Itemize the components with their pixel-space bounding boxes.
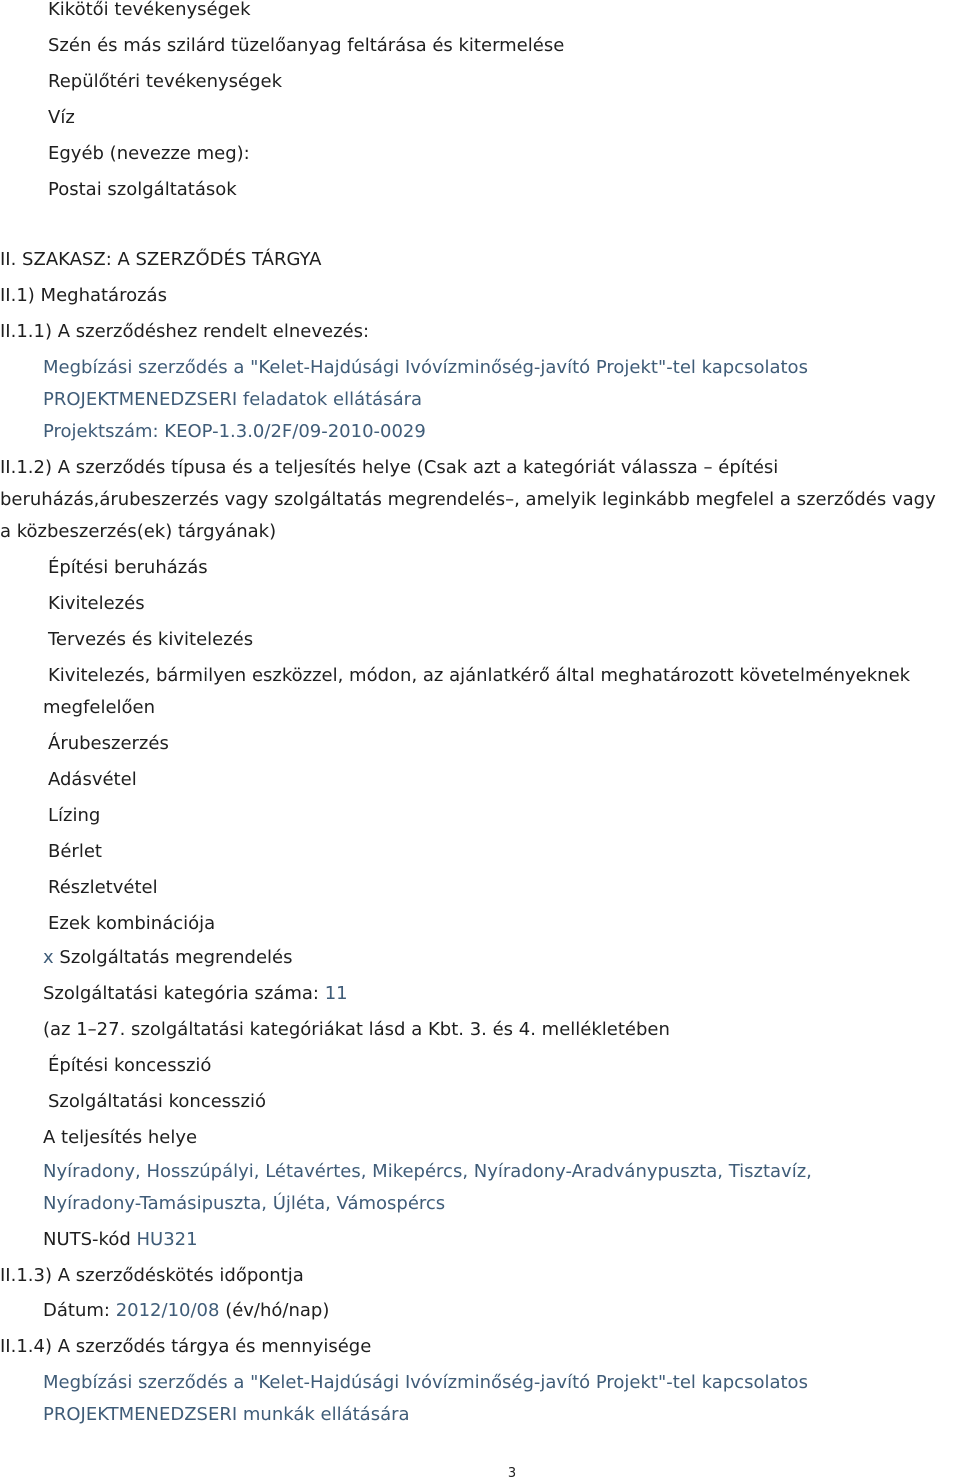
place-of-performance-line2: Nyíradony-Tamásipuszta, Újléta, Vámospércs [43,1193,446,1214]
contract-name-line2: PROJEKTMENEDZSERI feladatok ellátására [43,389,423,410]
contract-subject-line2: PROJEKTMENEDZSERI munkák ellátására [43,1404,410,1425]
service-category [43,982,348,1006]
option-service-concession: Szolgáltatási koncesszió [48,1091,267,1112]
contract-subject-heading: II.1.4) A szerződés tárgya és mennyisége [0,1336,372,1357]
option-rental: Bérlet [48,841,102,862]
nuts-code-label: NUTS-kód [43,1229,131,1250]
nuts-code-value: HU321 [136,1229,198,1250]
sector-item-other: Egyéb (nevezze meg): [48,143,250,164]
contract-date-format: (év/hó/nap) [225,1300,330,1321]
nuts-code [43,1228,198,1252]
option-purchase: Adásvétel [48,769,137,790]
contract-type-heading-line1: II.1.2) A szerződés típusa és a teljesítés helye (Csak azt a kategóriát válassza – építési [0,457,779,478]
services-selected-mark: x [43,947,54,968]
service-category-label: Szolgáltatási kategória száma: [43,983,319,1004]
option-execution: Kivitelezés [48,593,145,614]
sector-item-airport: Repülőtéri tevékenységek [48,71,283,92]
place-of-performance-line1: Nyíradony, Hosszúpályi, Létavértes, Mikepércs, Nyíradony-Aradványpuszta, Tisztavíz, [43,1161,812,1182]
project-number: Projektszám: KEOP-1.3.0/2F/09-2010-0029 [43,421,426,442]
option-execution-any-means-cont: megfelelően [43,697,156,718]
contract-subject-line1: Megbízási szerződés a "Kelet-Hajdúsági Ivóvízminőség-javító Projekt"-tel kapcsolatos [43,1372,808,1393]
service-category-value: 11 [324,983,348,1004]
option-leasing: Lízing [48,805,101,826]
service-category-note: (az 1–27. szolgáltatási kategóriákat lásd a Kbt. 3. és 4. mellékletében [43,1019,670,1040]
contract-type-heading-line3: a közbeszerzés(ek) tárgyának) [0,521,277,542]
option-works-concession: Építési koncesszió [48,1055,212,1076]
sector-item-port: Kikötői tevékenységek [48,0,251,20]
contract-type-heading-line2: beruházás,árubeszerzés vagy szolgáltatás megrendelés–, amelyik leginkább megfelel a szerződés vagy [0,489,936,510]
contract-date-label: Dátum: [43,1300,110,1321]
page-number: 3 [507,1466,517,1481]
option-design-execution: Tervezés és kivitelezés [48,629,254,650]
option-works: Építési beruházás [48,557,208,578]
section-title: II. SZAKASZ: A SZERZŐDÉS TÁRGYA [0,249,322,270]
option-services [43,946,293,970]
option-hire-purchase: Részletvétel [48,877,158,898]
services-label: Szolgáltatás megrendelés [59,947,293,968]
sector-item-coal: Szén és más szilárd tüzelőanyag feltárása és kitermelése [48,35,565,56]
place-of-performance-label: A teljesítés helye [43,1127,198,1148]
sector-item-water: Víz [48,107,75,128]
option-combination: Ezek kombinációja [48,913,216,934]
contract-name-line1: Megbízási szerződés a "Kelet-Hajdúsági Ivóvízminőség-javító Projekt"-tel kapcsolatos [43,357,808,378]
option-supplies: Árubeszerzés [48,733,169,754]
contract-date [43,1299,329,1323]
sector-item-postal: Postai szolgáltatások [48,179,237,200]
section-heading-definition: II.1) Meghatározás [0,285,167,306]
contract-date-heading: II.1.3) A szerződéskötés időpontja [0,1265,304,1286]
contract-date-value: 2012/10/08 [115,1300,220,1321]
option-execution-any-means: Kivitelezés, bármilyen eszközzel, módon, az ajánlatkérő által meghatározott követelményeknek [48,665,911,686]
contract-name-heading: II.1.1) A szerződéshez rendelt elnevezés: [0,321,370,342]
